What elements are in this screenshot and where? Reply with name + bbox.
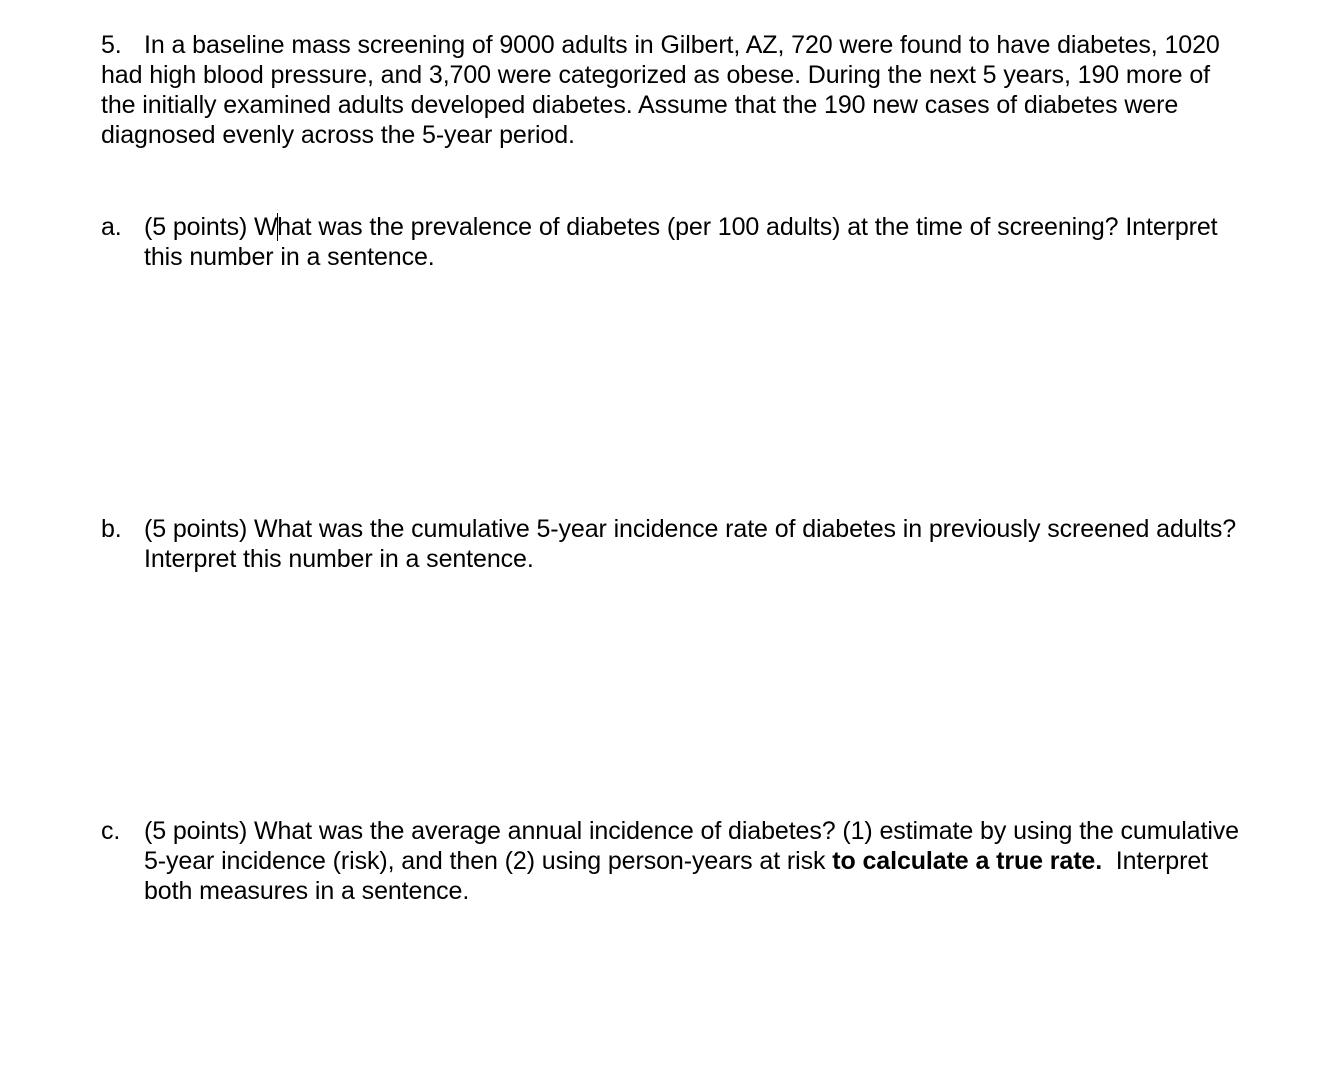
part-c-text: (5 points) What was the average annual incidence of diabetes? (1) estimate by using the cumulative 5-year incidence (risk), and then (2) using person-years at risk (144, 817, 1239, 875)
question-text: In a baseline mass screening of 9000 adults in Gilbert, AZ, 720 were found to have diabetes, 1020 had high blood pressure, and 3,700 were categorized as obese. During the next 5 years, 190 more of the initially examined adults developed diabetes. Assume that the 190 new cases of diabetes were diagnosed evenly across the 5-year period. (101, 31, 1220, 149)
part-c-marker: c. (101, 817, 121, 845)
part-b (101, 514, 1241, 574)
part-a-text-start: (5 points) W (144, 213, 278, 241)
part-a-marker: a. (101, 213, 122, 241)
part-b-marker: b. (101, 515, 122, 543)
part-a (101, 212, 1241, 272)
part-c-bold-text: to calculate a true rate. (832, 847, 1103, 875)
part-c (101, 816, 1241, 906)
question-5 (101, 30, 1241, 150)
part-a-text-rest: hat was the prevalence of diabetes (per 100 adults) at the time of screening? Interpret this number in a sentence. (144, 213, 1218, 271)
question-number: 5. (101, 31, 122, 59)
part-b-text: (5 points) What was the cumulative 5-year incidence rate of diabetes in previously screened adults? Interpret this number in a sentence. (144, 515, 1237, 573)
part-c-text-end: Interpret both measures in a sentence. (144, 847, 1215, 905)
